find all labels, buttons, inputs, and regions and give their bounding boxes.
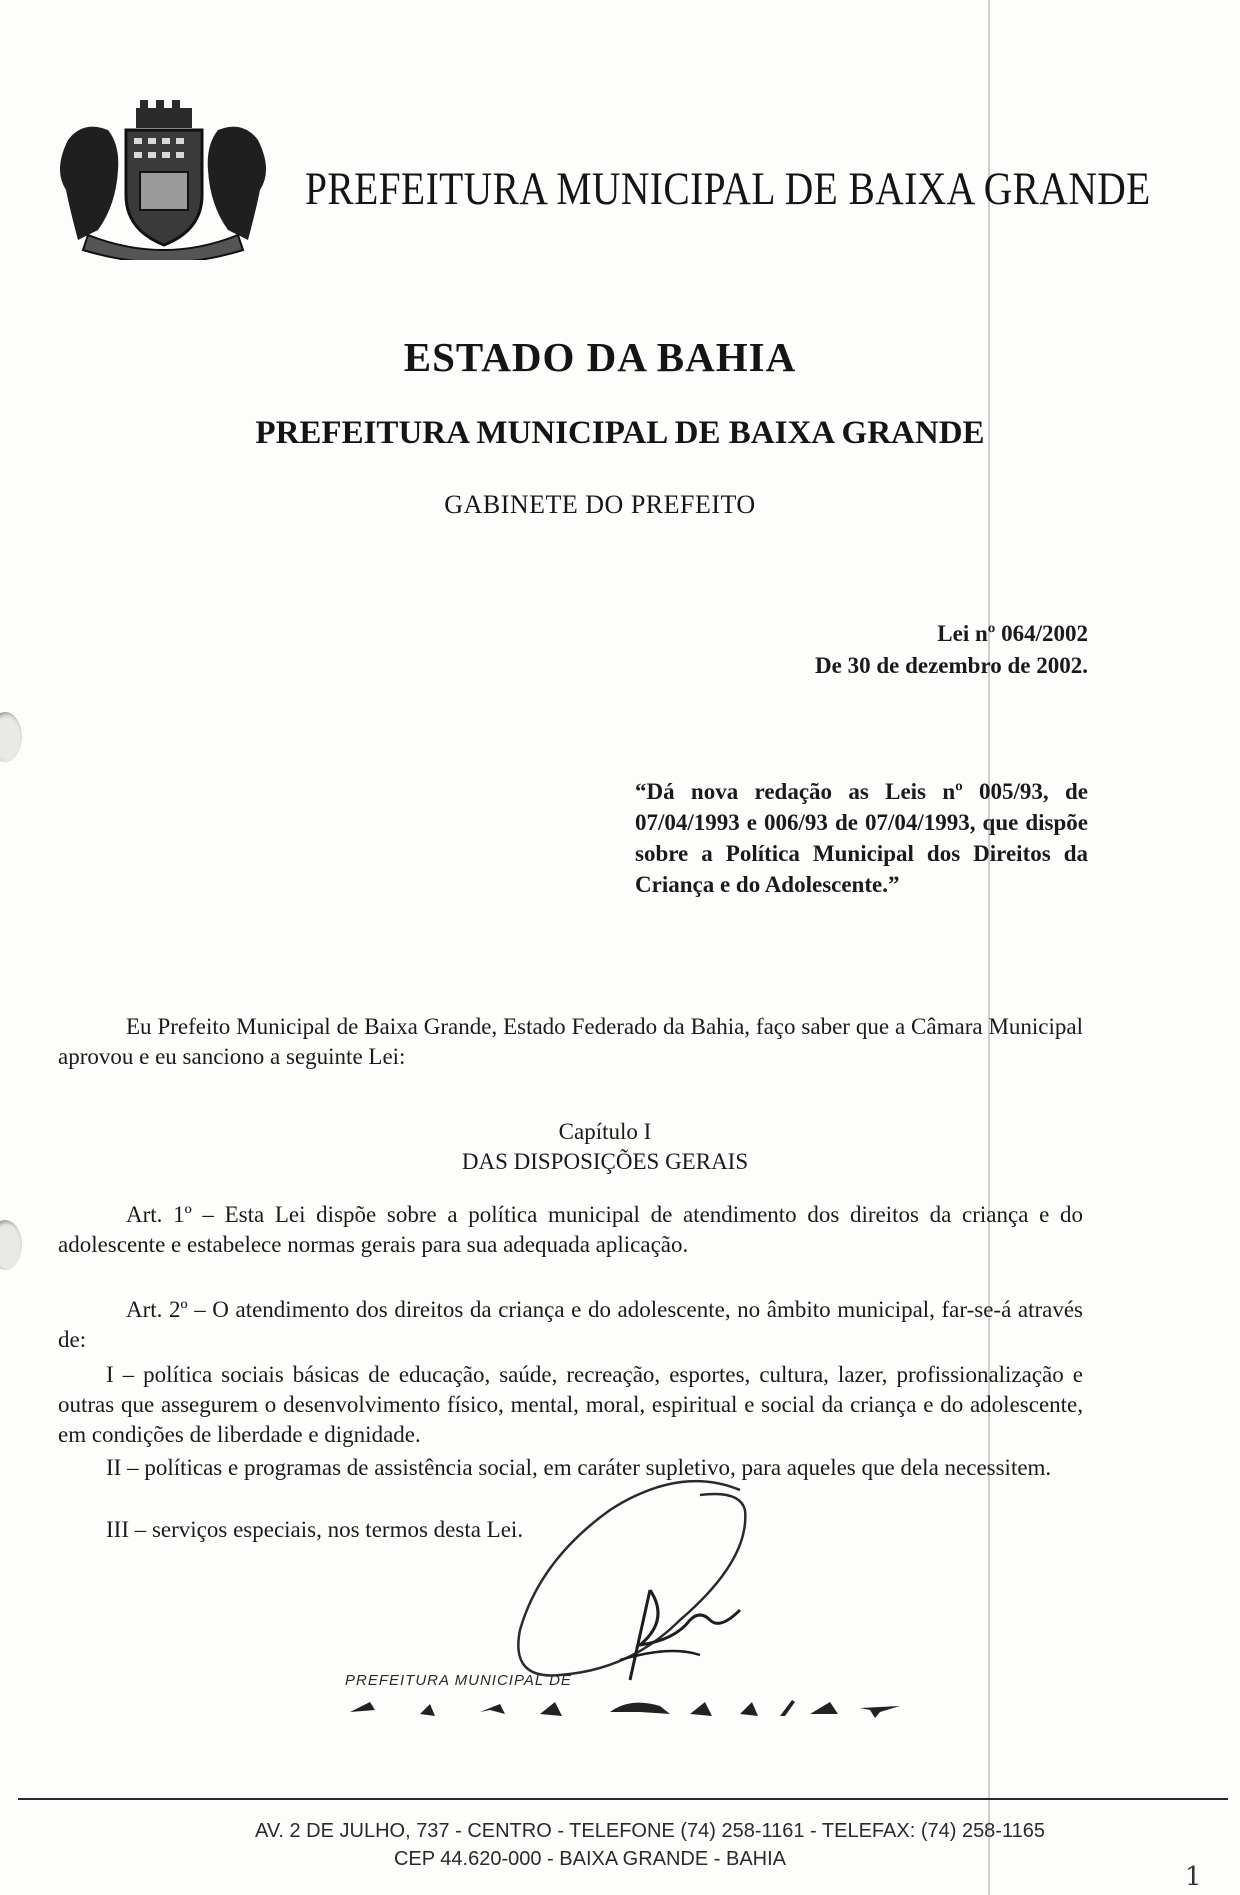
prefeitura-heading: PREFEITURA MUNICIPAL DE BAIXA GRANDE: [255, 415, 985, 451]
article-2-item-3: III – serviços especiais, nos termos desta Lei.: [106, 1517, 524, 1542]
municipal-coat-of-arms-icon: [48, 100, 278, 260]
footer-divider: [18, 1798, 1228, 1800]
chapter-subtitle: DAS DISPOSIÇÕES GERAIS: [461, 1149, 749, 1174]
article-2-item-2: II – políticas e programas de assistência social, em caráter supletivo, para aqueles que dela necessitem.: [106, 1455, 1052, 1480]
footer-postal-code: CEP 44.620-000 - BAIXA GRANDE - BAHIA: [393, 1848, 787, 1870]
law-date: De 30 de dezembro de 2002.: [815, 653, 1088, 678]
article-2-item-1: I – política sociais básicas de educação, saúde, recreação, esportes, cultura, lazer, profissionalização e outras que assegurem o desenvolvimento físico, mental, moral, espiritual e social da criança e do adolescente, em condições de liberdade e dignidade.: [58, 1362, 1083, 1447]
punch-hole: [0, 712, 22, 762]
scan-fold-line: [988, 0, 990, 1895]
article-2: Art. 2º – O atendimento dos direitos da criança e do adolescente, no âmbito municipal, far-se-á através de:: [58, 1297, 1083, 1352]
letterhead-title: PREFEITURA MUNICIPAL DE BAIXA GRANDE: [305, 163, 1151, 215]
stamp-label: PREFEITURA MUNICIPAL DE: [345, 1672, 572, 1689]
page-number: 1: [1185, 1862, 1202, 1892]
chapter-title: Capítulo I: [558, 1119, 652, 1144]
stamp-impression: [340, 1692, 910, 1722]
footer-address: AV. 2 DE JULHO, 737 - CENTRO - TELEFONE (74) 258-1161 - TELEFAX: (74) 258-1165: [255, 1820, 1045, 1842]
law-identifier: [815, 618, 1088, 682]
intro-paragraph: Eu Prefeito Municipal de Baixa Grande, Estado Federado da Bahia, faço saber que a Câmara Municipal aprovou e eu sanciono a seguinte Lei:: [58, 1014, 1083, 1069]
law-summary: “Dá nova redação as Leis nº 005/93, de 07/04/1993 e 006/93 de 07/04/1993, que dispõe sobre a Política Municipal dos Direitos da Criança e do Adolescente.”: [635, 779, 1088, 897]
gabinete-heading: GABINETE DO PREFEITO: [444, 490, 756, 519]
state-heading: ESTADO DA BAHIA: [403, 334, 797, 380]
article-1: Art. 1º – Esta Lei dispõe sobre a política municipal de atendimento dos direitos da criança e do adolescente e estabelece normas gerais para sua adequada aplicação.: [58, 1202, 1083, 1257]
punch-hole: [0, 1220, 22, 1270]
law-number: Lei nº 064/2002: [937, 621, 1088, 646]
